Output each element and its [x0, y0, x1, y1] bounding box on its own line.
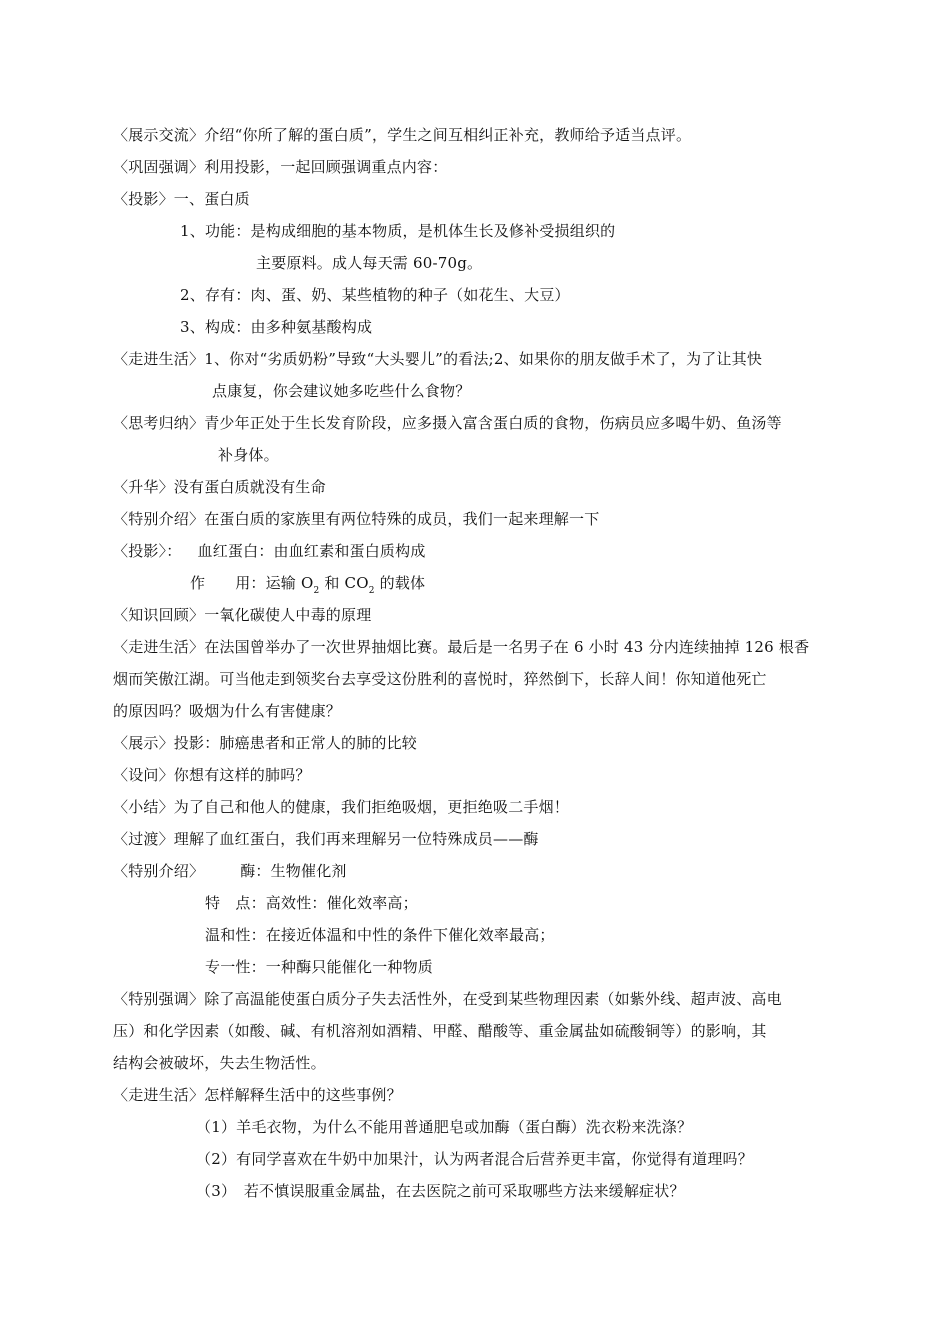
- paragraph-line: 〈展示交流〉介绍“你所了解的蛋白质”，学生之间互相纠正补充，教师给予适当点评。: [113, 126, 692, 144]
- text: 血红蛋白：由血红素和蛋白质构成: [197, 542, 426, 560]
- paragraph-line: 〈特别强调〉除了高温能使蛋白质分子失去活性外，在受到某些物理因素（如紫外线、超声波、高电: [113, 990, 782, 1008]
- paragraph-line: 〈升华〉没有蛋白质就没有生命: [113, 478, 326, 496]
- paragraph-line: 〈巩固强调〉利用投影，一起回顾强调重点内容：: [113, 158, 448, 176]
- label: 〈投影〉：: [113, 542, 182, 560]
- paragraph-line: 1、功能：是构成细胞的基本物质，是机体生长及修补受损组织的: [180, 222, 616, 240]
- text: 作: [190, 574, 206, 592]
- paragraph-line: 温和性：在接近体温和中性的条件下催化效率最高；: [205, 926, 555, 944]
- paragraph-line: 专一性：一种酶只能催化一种物质: [205, 958, 434, 976]
- paragraph-line: 烟而笑傲江湖。可当他走到领奖台去享受这份胜利的喜悦时，猝然倒下，长辞人间！你知道他死亡: [113, 670, 767, 688]
- paragraph-line: （3） 若不慎误服重金属盐，在去医院之前可采取哪些方法来缓解症状？: [196, 1182, 685, 1200]
- subscript: 2: [313, 586, 320, 596]
- label: 〈特别介绍〉: [113, 862, 205, 880]
- text: 和 CO: [319, 574, 369, 592]
- paragraph-line: [190, 573, 426, 596]
- text: 酶：生物催化剂: [240, 862, 347, 880]
- paragraph-line: 〈思考归纳〉青少年正处于生长发育阶段，应多摄入富含蛋白质的食物，伤病员应多喝牛奶、鱼汤等: [113, 414, 782, 432]
- paragraph-line: （1）羊毛衣物，为什么不能用普通肥皂或加酶（蛋白酶）洗衣粉来洗涤？: [196, 1118, 693, 1136]
- paragraph-line: 特 点：高效性：催化效率高；: [205, 894, 418, 912]
- paragraph-line: 〈投影〉一、蛋白质: [113, 190, 250, 208]
- paragraph-line: 〈展示〉投影：肺癌患者和正常人的肺的比较: [113, 734, 418, 752]
- paragraph-line: 的原因吗？吸烟为什么有害健康？: [113, 702, 342, 720]
- paragraph-line: 〈过渡〉理解了血红蛋白，我们再来理解另一位特殊成员——酶: [113, 830, 539, 848]
- text: 的载体: [374, 574, 426, 592]
- paragraph-line: [113, 541, 426, 561]
- paragraph-line: 点康复，你会建议她多吃些什么食物？: [212, 382, 471, 400]
- subscript: 2: [368, 586, 375, 596]
- paragraph-line: （2）有同学喜欢在牛奶中加果汁，认为两者混合后营养更丰富，你觉得有道理吗？: [196, 1150, 753, 1168]
- paragraph-line: [113, 861, 347, 881]
- paragraph-line: 〈特别介绍〉在蛋白质的家族里有两位特殊的成员，我们一起来理解一下: [113, 510, 600, 528]
- paragraph-line: 补身体。: [218, 446, 279, 464]
- paragraph-line: 主要原料。成人每天需 60-70g。: [256, 254, 483, 272]
- paragraph-line: 〈走进生活〉在法国曾举办了一次世界抽烟比赛。最后是一名男子在 6 小时 43 分内连续抽掉 126 根香: [113, 638, 810, 656]
- paragraph-line: 〈设问〉你想有这样的肺吗？: [113, 766, 311, 784]
- paragraph-line: 3、构成：由多种氨基酸构成: [180, 318, 373, 336]
- paragraph-line: 2、存有：肉、蛋、奶、某些植物的种子（如花生、大豆）: [180, 286, 570, 304]
- text: 用：运输 O: [235, 574, 314, 592]
- paragraph-line: 〈走进生活〉1、你对“劣质奶粉”导致“大头婴儿”的看法;2、如果你的朋友做手术了，为了让其快: [113, 350, 763, 368]
- paragraph-line: 压）和化学因素（如酸、碱、有机溶剂如酒精、甲醛、醋酸等、重金属盐如硫酸铜等）的影响，其: [113, 1022, 767, 1040]
- paragraph-line: 〈走进生活〉怎样解释生活中的这些事例？: [113, 1086, 402, 1104]
- paragraph-line: 结构会被破坏，失去生物活性。: [113, 1054, 326, 1072]
- paragraph-line: 〈知识回顾〉一氧化碳使人中毒的原理: [113, 606, 372, 624]
- paragraph-line: 〈小结〉为了自己和他人的健康，我们拒绝吸烟，更拒绝吸二手烟！: [113, 798, 570, 816]
